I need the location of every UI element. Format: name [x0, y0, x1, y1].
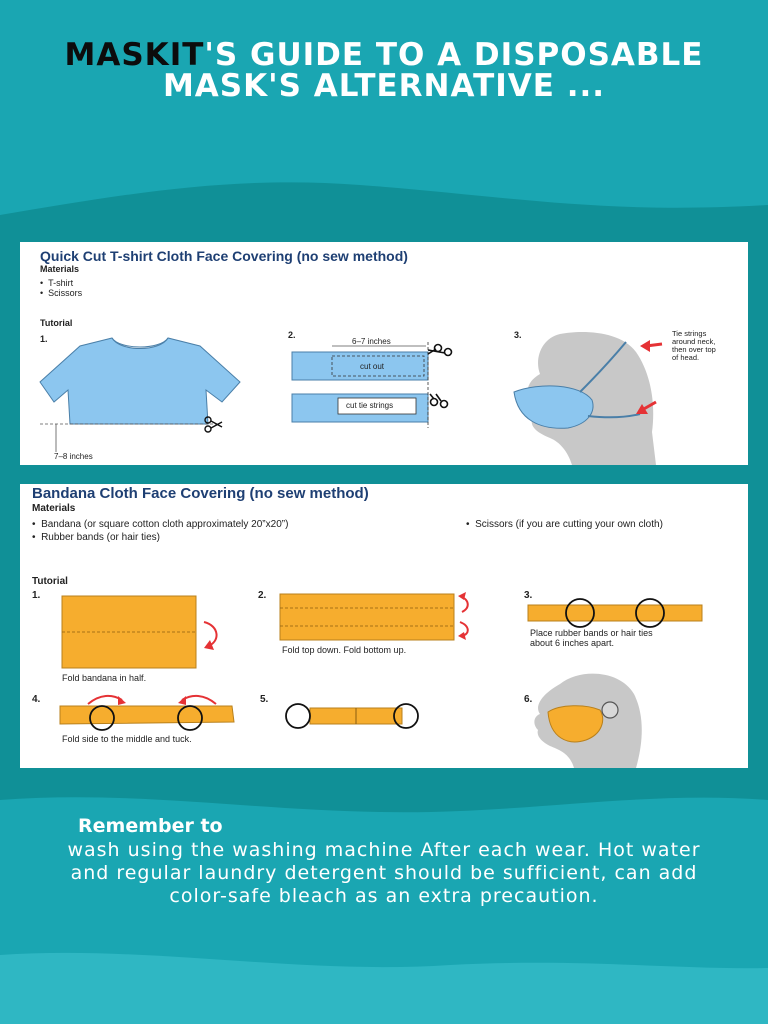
cut-tie-label: cut tie strings: [346, 401, 394, 410]
step-number: 5.: [260, 694, 269, 705]
bandana-heading: Bandana Cloth Face Covering (no sew method): [32, 485, 369, 502]
step-number: 3.: [514, 330, 522, 340]
tshirt-material-item: • T-shirt: [40, 278, 74, 288]
remember-body: wash using the washing machine After each wear. Hot water and regular laundry detergent should be sufficient, can add color-safe bleach as an extra precaution.: [67, 839, 701, 907]
step-caption: Fold bandana in half.: [62, 673, 147, 683]
step-number: 6.: [524, 694, 533, 705]
measure-top: 6–7 inches: [352, 337, 391, 346]
red-arrow-icon: [458, 592, 468, 612]
scissors-icon: [430, 394, 448, 408]
bandana-material-item: • Bandana (or square cotton cloth approximately 20”x20”): [32, 519, 289, 530]
red-arrow-icon: [178, 696, 216, 705]
rubber-band-icon: [602, 702, 618, 718]
step-caption: about 6 inches apart.: [530, 638, 615, 648]
scissors-icon: [428, 345, 452, 356]
red-arrow-icon: [458, 622, 468, 640]
page-title: [20, 37, 748, 104]
red-arrow-icon: [640, 340, 662, 352]
tshirt-illustrations: [20, 242, 748, 465]
tie-note: Tie strings around neck, then over top of head.: [672, 329, 716, 362]
step-number: 3.: [524, 590, 533, 601]
bandana-materials-label: Materials: [32, 503, 76, 514]
tshirt-tutorial-label: Tutorial: [40, 318, 73, 328]
tshirt-heading: Quick Cut T-shirt Cloth Face Covering (no sew method): [40, 248, 408, 264]
step-number: 2.: [258, 590, 267, 601]
bandana-strip-folding: [60, 706, 234, 724]
measure-bottom: 7–8 inches: [54, 452, 93, 461]
brand-name: MASKIT: [64, 37, 205, 73]
step-caption: Fold side to the middle and tuck.: [62, 734, 192, 744]
remember-heading: Remember to: [78, 815, 223, 837]
bandana-illustrations: [20, 484, 748, 768]
step-number: 2.: [288, 330, 296, 340]
bandana-guide-panel: [20, 484, 748, 768]
step-number: 1.: [32, 590, 41, 601]
tshirt-materials-label: Materials: [40, 264, 80, 274]
bandana-material-item: • Rubber bands (or hair ties): [32, 532, 161, 543]
step-caption: Fold top down. Fold bottom up.: [282, 645, 407, 655]
rubber-band-icon: [286, 704, 310, 728]
tshirt-illustration: [40, 338, 240, 424]
cut-out-label: cut out: [360, 362, 385, 371]
tshirt-material-item: • Scissors: [40, 288, 83, 298]
title-rest: 'S GUIDE TO A DISPOSABLE MASK'S ALTERNATIVE ...: [162, 37, 704, 104]
step-number: 4.: [32, 694, 41, 705]
bandana-tutorial-label: Tutorial: [32, 576, 68, 587]
red-arrow-icon: [204, 622, 217, 650]
bandana-folded-top: [280, 594, 454, 640]
bandana-material-item: • Scissors (if you are cutting your own cloth): [466, 519, 663, 530]
step-caption: Place rubber bands or hair ties: [530, 628, 653, 638]
step-number: 1.: [40, 334, 48, 344]
tshirt-guide-panel: [20, 242, 748, 465]
bandana-strip: [528, 605, 702, 621]
red-arrow-icon: [88, 696, 126, 705]
